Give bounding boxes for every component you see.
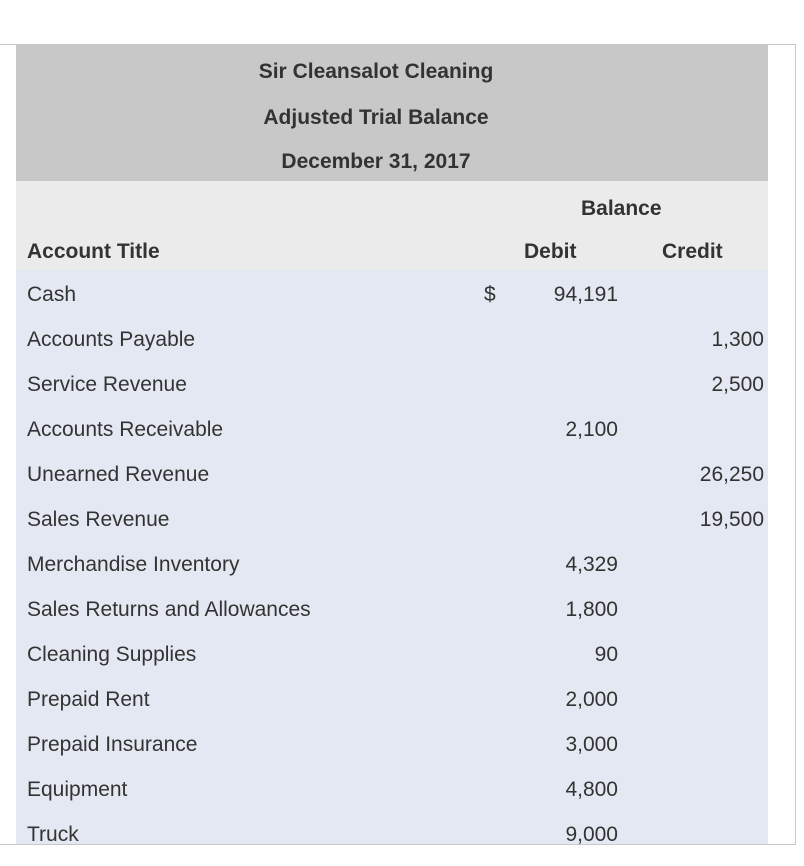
column-header	[16, 181, 768, 270]
account-name: Equipment	[27, 778, 128, 801]
table-row	[16, 810, 768, 844]
table-row	[16, 405, 768, 450]
debit-amount: 3,000	[565, 733, 618, 756]
balance-header: Balance	[581, 197, 662, 220]
credit-amount: 26,250	[699, 463, 764, 486]
table-row	[16, 360, 768, 405]
account-name: Accounts Receivable	[27, 418, 224, 441]
table-body	[16, 270, 768, 844]
statement-title: Adjusted Trial Balance	[263, 106, 489, 129]
credit-amount: 1,300	[711, 328, 764, 351]
account-title-header: Account Title	[27, 240, 160, 263]
table-row	[16, 585, 768, 630]
table-row	[16, 675, 768, 720]
statement-date: December 31, 2017	[281, 150, 471, 173]
account-name: Unearned Revenue	[27, 463, 210, 486]
currency-symbol: $	[484, 283, 496, 306]
table-row	[16, 720, 768, 765]
account-name: Prepaid Insurance	[27, 733, 198, 756]
table-row	[16, 450, 768, 495]
debit-header: Debit	[524, 240, 577, 263]
table-row	[16, 540, 768, 585]
debit-amount: 4,329	[565, 553, 618, 576]
table-row	[16, 315, 768, 360]
table-row	[16, 630, 768, 675]
statement-heading	[16, 45, 768, 181]
debit-amount: 1,800	[565, 598, 618, 621]
table-row	[16, 270, 768, 315]
company-name: Sir Cleansalot Cleaning	[258, 60, 494, 83]
debit-amount: 9,000	[565, 823, 618, 844]
account-name: Cash	[27, 283, 77, 306]
account-name: Cleaning Supplies	[27, 643, 197, 666]
trial-balance-table	[16, 45, 768, 844]
account-name: Prepaid Rent	[27, 688, 150, 711]
debit-amount: 4,800	[565, 778, 618, 801]
credit-amount: 19,500	[699, 508, 764, 531]
account-name: Service Revenue	[27, 373, 187, 396]
trial-balance-frame	[0, 44, 796, 845]
account-name: Merchandise Inventory	[27, 553, 240, 576]
credit-header: Credit	[662, 240, 723, 263]
table-row	[16, 765, 768, 810]
account-name: Sales Returns and Allowances	[27, 598, 311, 621]
account-name: Accounts Payable	[27, 328, 196, 351]
debit-amount: 2,000	[565, 688, 618, 711]
debit-amount: 94,191	[553, 283, 618, 306]
debit-amount: 90	[594, 643, 618, 666]
table-row	[16, 495, 768, 540]
credit-amount: 2,500	[711, 373, 764, 396]
account-name: Truck	[27, 823, 79, 844]
debit-amount: 2,100	[565, 418, 618, 441]
account-name: Sales Revenue	[27, 508, 170, 531]
